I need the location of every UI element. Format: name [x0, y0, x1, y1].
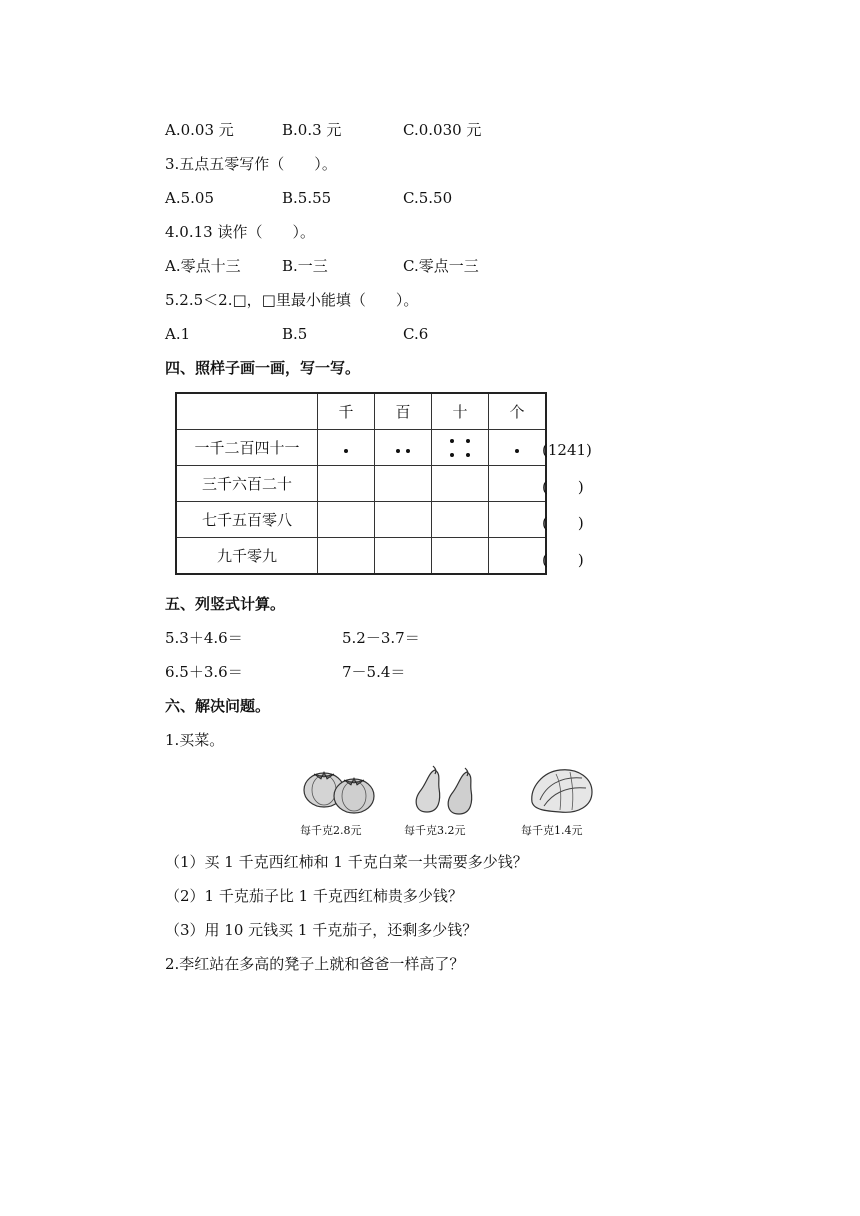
q3-option-a: A.5.05: [165, 189, 214, 207]
calc-expression: 7－5.4＝: [342, 663, 406, 681]
q3-text: 3.五点五零写作（ ）。: [165, 155, 337, 173]
question-2: （2）1 千克茄子比 1 千克西红柿贵多少钱？: [165, 887, 463, 905]
table-header-row: [176, 393, 546, 430]
eggplant-icon: [405, 762, 485, 818]
table-row: [176, 430, 546, 466]
tens-beads: [432, 430, 489, 466]
tomato-icon: [300, 762, 380, 818]
abacus-table: [175, 392, 547, 575]
q4-option-b: B.一三: [282, 257, 328, 275]
q2-option-b: B.0.3 元: [282, 121, 342, 139]
question-1: （1）买 1 千克西红柿和 1 千克白菜一共需要多少钱？: [165, 853, 528, 871]
tens-cell[interactable]: [432, 538, 489, 575]
q5-option-a: A.1: [165, 325, 191, 343]
q5-option-c: C.6: [403, 325, 429, 343]
answer-row-3[interactable]: ( ): [542, 514, 584, 532]
cabbage-price: 每千克1.4元: [521, 824, 583, 837]
row-label: 一千二百四十一: [176, 430, 318, 466]
header-tens: 十: [432, 393, 489, 430]
q4-option-c: C.零点一三: [403, 257, 479, 275]
bead-icon: [515, 449, 519, 453]
answer-row-1: (1241): [542, 441, 592, 459]
calc-expression: 5.2－3.7＝: [342, 629, 420, 647]
problem-2-title: 2.李红站在多高的凳子上就和爸爸一样高了？: [165, 955, 465, 973]
table-row: [176, 502, 546, 538]
q5-text: 5.2.5＜2.□，□里最小能填（ ）。: [165, 291, 419, 309]
bead-icon: [396, 449, 400, 453]
calc-expression: 5.3＋4.6＝: [165, 629, 243, 647]
header-thousands: 千: [318, 393, 375, 430]
table-row: [176, 466, 546, 502]
row-label: 九千零九: [176, 538, 318, 575]
hundreds-cell[interactable]: [375, 502, 432, 538]
bead-icon: [466, 453, 470, 457]
answer-row-4[interactable]: ( ): [542, 551, 584, 569]
header-ones: 个: [489, 393, 547, 430]
q3-option-b: B.5.55: [282, 189, 332, 207]
thousands-cell[interactable]: [318, 538, 375, 575]
table-corner-cell: [176, 393, 318, 430]
q2-option-c: C.0.030 元: [403, 121, 482, 139]
bead-icon: [344, 449, 348, 453]
eggplant-price: 每千克3.2元: [404, 824, 466, 837]
hundreds-cell[interactable]: [375, 538, 432, 575]
section6-title: 六、解决问题。: [165, 697, 271, 715]
hundreds-cell[interactable]: [375, 466, 432, 502]
tens-cell[interactable]: [432, 466, 489, 502]
calc-expression: 6.5＋3.6＝: [165, 663, 243, 681]
table-row: [176, 538, 546, 575]
section4-title: 四、照样子画一画，写一写。: [165, 359, 361, 377]
bead-icon: [466, 439, 470, 443]
row-label: 三千六百二十: [176, 466, 318, 502]
thousands-cell[interactable]: [318, 502, 375, 538]
thousands-cell[interactable]: [318, 466, 375, 502]
section5-title: 五、列竖式计算。: [165, 595, 286, 613]
answer-row-2[interactable]: ( ): [542, 478, 584, 496]
bead-icon: [450, 453, 454, 457]
question-3: （3）用 10 元钱买 1 千克茄子，还剩多少钱？: [165, 921, 478, 939]
problem-1-title: 1.买菜。: [165, 731, 225, 749]
q3-option-c: C.5.50: [403, 189, 453, 207]
ones-cell[interactable]: [489, 502, 547, 538]
header-hundreds: 百: [375, 393, 432, 430]
bead-icon: [406, 449, 410, 453]
hundreds-beads: [375, 430, 432, 466]
ones-beads: [489, 430, 547, 466]
q4-option-a: A.零点十三: [165, 257, 241, 275]
tomato-price: 每千克2.8元: [300, 824, 362, 837]
q5-option-b: B.5: [282, 325, 308, 343]
q2-option-a: A.0.03 元: [165, 121, 234, 139]
ones-cell[interactable]: [489, 538, 547, 575]
q4-text: 4.0.13 读作（ ）。: [165, 223, 315, 241]
row-label: 七千五百零八: [176, 502, 318, 538]
thousands-beads: [318, 430, 375, 466]
bead-icon: [450, 439, 454, 443]
tens-cell[interactable]: [432, 502, 489, 538]
ones-cell[interactable]: [489, 466, 547, 502]
cabbage-icon: [526, 762, 598, 818]
